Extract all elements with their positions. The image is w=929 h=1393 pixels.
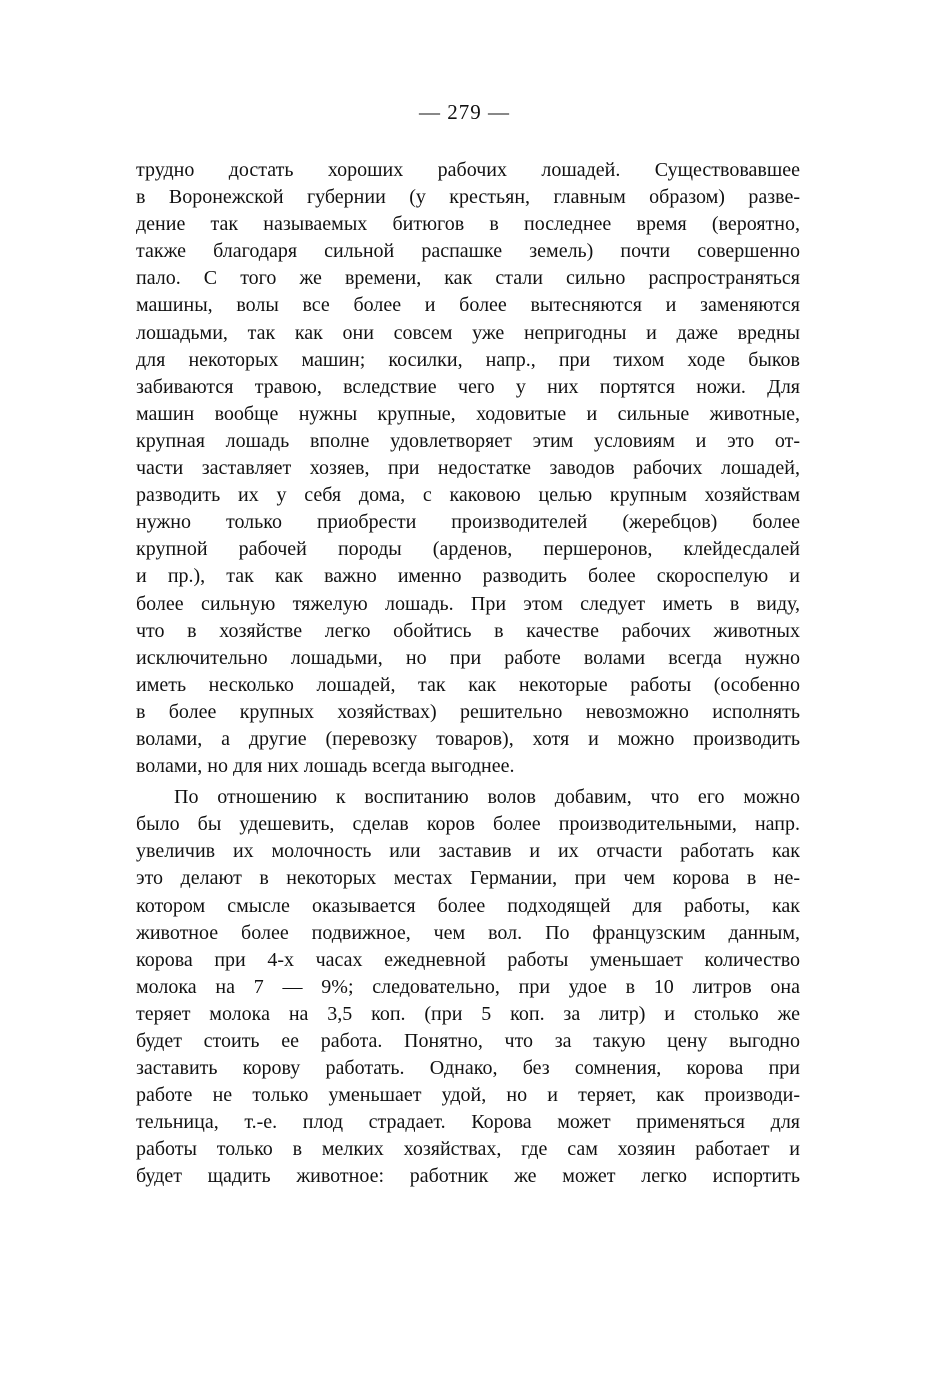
text-line: машины, волы все более и более вытесняются и заменяются (136, 294, 800, 317)
text-line: крупная лошадь вполне удовлетворяет этим условиям и это от- (136, 429, 800, 452)
text-line: что в хозяйстве легко обойтись в качестве рабочих животных (136, 619, 800, 642)
text-line: волами, а другие (перевозку товаров), хотя и можно производить (136, 727, 800, 750)
text-line: теряет молока на 3,5 коп. (при 5 коп. за литр) и столько же (136, 1002, 800, 1025)
text-line: работе не только уменьшает удой, но и теряет, как производи- (136, 1084, 800, 1107)
text-line: дение так называемых битюгов в последнее время (вероятно, (136, 213, 800, 236)
text-line: в Воронежской губернии (у крестьян, главным образом) разве- (136, 186, 800, 209)
text-line: иметь несколько лошадей, так как некоторые работы (особенно (136, 673, 800, 696)
text-line: лошадьми, так как они совсем уже непригодны и даже вредны (136, 321, 800, 344)
text-line: животное более подвижное, чем вол. По французским данным, (136, 921, 800, 944)
text-line: котором смысле оказывается более подходящей для работы, как (136, 894, 800, 917)
text-line: будет стоить ее работа. Понятно, что за такую цену выгодно (136, 1030, 800, 1052)
text-line: пало. С того же времени, как стали сильно распространяться (136, 267, 800, 290)
text-line: молока на 7 — 9%; следовательно, при удое в 10 литров она (136, 975, 800, 998)
text-line: было бы удешевить, сделав коров более производительными, напр. (136, 813, 800, 836)
text-line: части заставляет хозяев, при недостатке заводов рабочих лошадей, (136, 457, 800, 480)
text-line: забиваются травою, вследствие чего у них портятся ножи. Для (136, 375, 800, 398)
body-text (136, 157, 800, 1191)
paragraph-1 (136, 157, 800, 780)
text-line: По отношению к воспитанию волов добавим, что его можно (174, 786, 800, 809)
text-line: и пр.), так как важно именно разводить более скороспелую и (136, 565, 800, 588)
page-number: — 279 — (419, 100, 510, 124)
text-line: крупной рабочей породы (арденов, першеронов, клейдесдалей (136, 538, 800, 561)
paragraph-2 (136, 784, 800, 1190)
text-line: будет щадить животное: работник же может легко испортить (136, 1165, 800, 1188)
text-line: разводить их у себя дома, с каковою целью крупным хозяйствам (136, 484, 800, 507)
text-line: машин вообще нужны крупные, ходовитые и сильные животные, (136, 402, 800, 425)
text-line: заставить корову работать. Однако, без сомнения, корова при (136, 1057, 800, 1080)
text-line: увеличив их молочность или заставив и их отчасти работать как (136, 840, 800, 863)
text-line: это делают в некоторых местах Германии, при чем корова в не- (136, 867, 800, 890)
text-line: трудно достать хороших рабочих лошадей. Существовавшее (136, 159, 800, 181)
text-line: также благодаря сильной распашке земель) почти совершенно (136, 240, 800, 263)
text-line: нужно только приобрести производителей (жеребцов) более (136, 511, 800, 534)
text-line: исключительно лошадьми, но при работе волами всегда нужно (136, 646, 800, 669)
text-line: волами, но для них лошадь всегда выгоднее. (136, 755, 515, 778)
text-line: для некоторых машин; косилки, напр., при тихом ходе быков (136, 348, 800, 371)
text-line: в более крупных хозяйствах) решительно невозможно исполнять (136, 700, 800, 723)
text-line: тельница, т.-е. плод страдает. Корова может применяться для (136, 1111, 800, 1134)
text-line: работы только в мелких хозяйствах, где сам хозяин работает и (136, 1138, 800, 1161)
text-line: корова при 4-х часах ежедневной работы уменьшает количество (136, 948, 800, 971)
text-line: более сильную тяжелую лошадь. При этом следует иметь в виду, (136, 592, 800, 615)
